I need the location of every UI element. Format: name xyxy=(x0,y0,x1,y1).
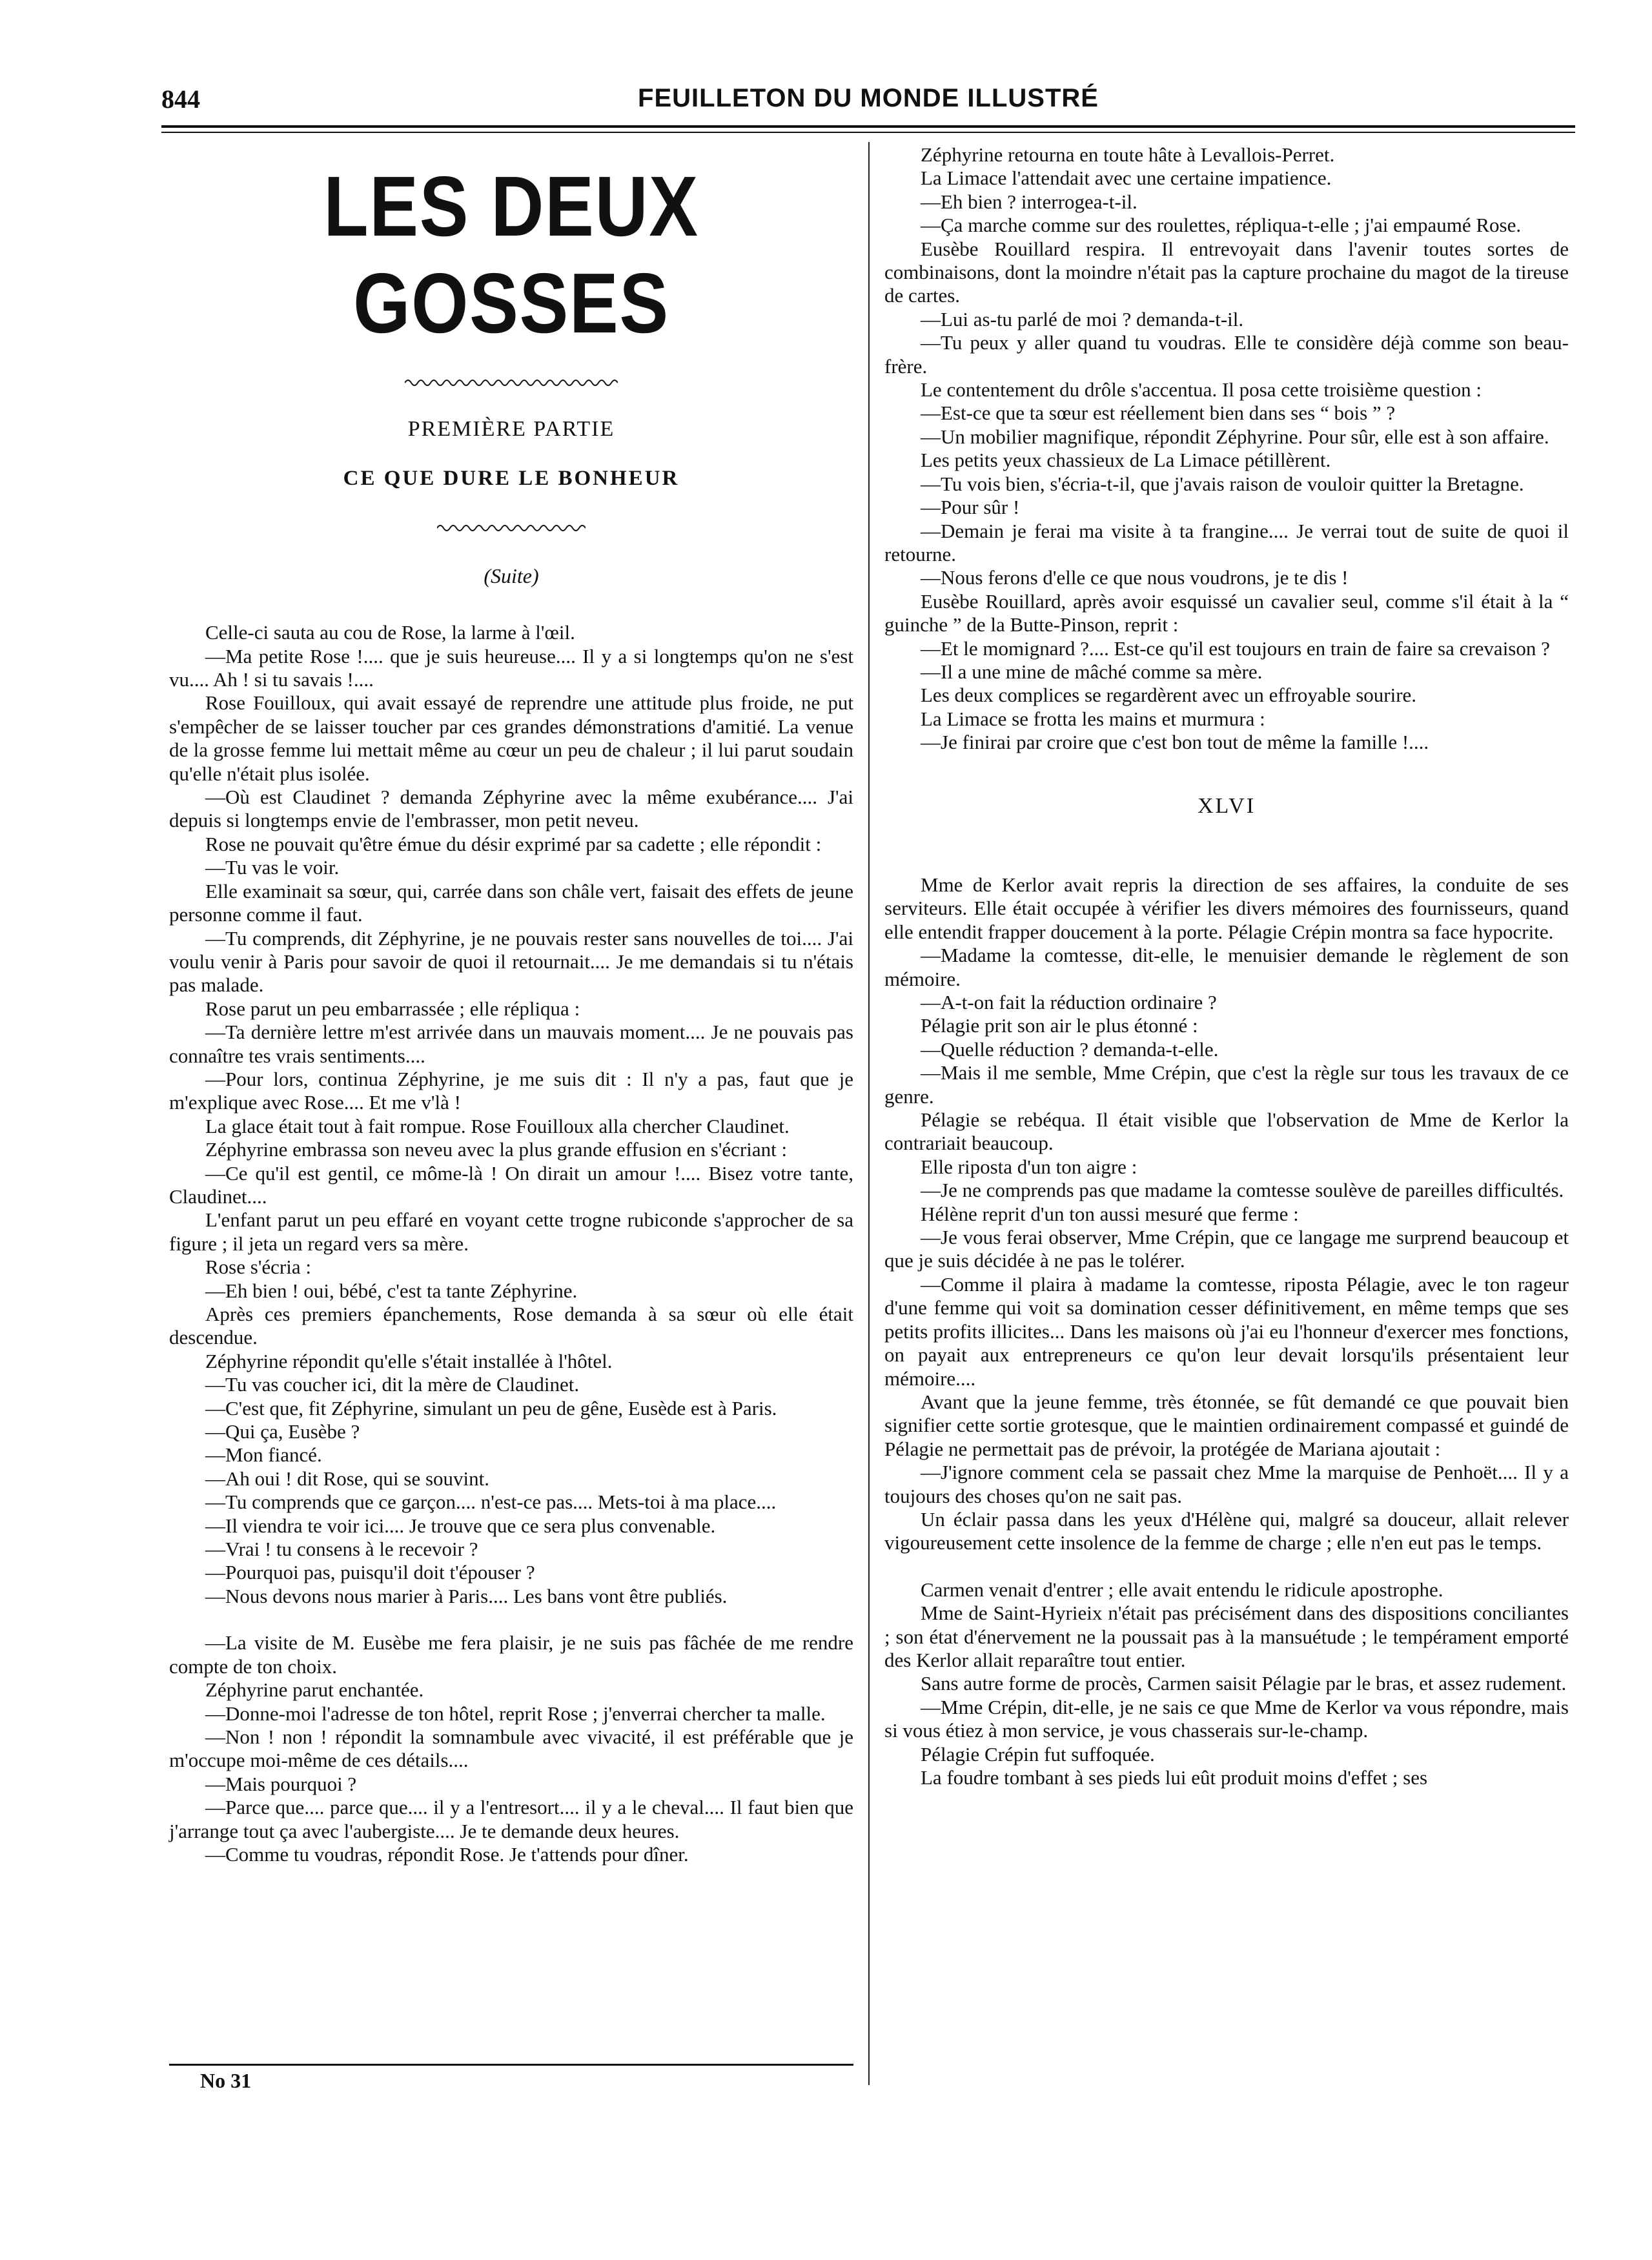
paragraph: —Est-ce que ta sœur est réellement bien dans ses “ bois ” ? xyxy=(921,402,1396,425)
header-rule xyxy=(161,125,1575,133)
section-subtitle: CE QUE DURE LE BONHEUR xyxy=(343,467,680,491)
paragraph: —Donne-moi l'adresse de ton hôtel, reprit Rose ; j'enverrai chercher ta malle. xyxy=(205,1702,826,1725)
paragraph: —Tu vas coucher ici, dit la mère de Claudinet. xyxy=(205,1373,580,1396)
footer-rule xyxy=(169,2064,853,2066)
paragraph: —Et le momignard ?.... Est-ce qu'il est toujours en train de faire sa crevaison ? xyxy=(921,636,1550,660)
ornament-wave xyxy=(405,375,618,388)
paragraph: Carmen venait d'entrer ; elle avait entendu le ridicule apostrophe. xyxy=(921,1578,1443,1601)
paragraph: Sans autre forme de procès, Carmen saisit Pélagie par le bras, et assez rudement. xyxy=(921,1672,1567,1695)
paragraph: —Comme tu voudras, répondit Rose. Je t'attends pour dîner. xyxy=(205,1842,689,1866)
paragraph: Après ces premiers épanchements, Rose demanda à sa sœur où elle était descendue. xyxy=(169,1303,853,1349)
paragraph: —Pour lors, continua Zéphyrine, je me suis dit : Il n'y a pas, faut que je m'explique avec Rose.... Et me v'là ! xyxy=(169,1067,853,1114)
paragraph: La Limace se frotta les mains et murmura : xyxy=(921,707,1265,730)
paragraph: —Mais il me semble, Mme Crépin, que c'est la règle sur tous les travaux de ce genre. xyxy=(884,1061,1569,1108)
paragraph: Un éclair passa dans les yeux d'Hélène qui, malgré sa douceur, allait relever vigoureusement cette insolence de la femme de charge ; elle n'en eut pas le temps. xyxy=(884,1507,1569,1554)
paragraph: —Demain je ferai ma visite à ta frangine.... Je verrai tout de suite de quoi il retourne. xyxy=(884,519,1569,565)
paragraph: Mme de Kerlor avait repris la direction de ses affaires, la conduite de ses serviteurs. Elle était occupée à vérifier les divers mémoires des fournisseurs, quand elle entendit frapper doucement à la porte. Pélagie Crépin montra sa face hypocrite. xyxy=(884,873,1569,943)
paragraph: —Tu comprends, dit Zéphyrine, je ne pouvais rester sans nouvelles de toi.... J'ai voulu venir à Paris pour savoir de quoi il retournait.... Je me demandais si tu n'étais pas malade. xyxy=(169,926,853,997)
paragraph: —Tu comprends que ce garçon.... n'est-ce pas.... Mets-toi à ma place.... xyxy=(205,1491,777,1514)
paragraph: —Mme Crépin, dit-elle, je ne sais ce que Mme de Kerlor va vous répondre, mais si vous étiez à mon service, je vous chasserais sur-le-champ. xyxy=(884,1695,1569,1742)
paragraph: Zéphyrine retourna en toute hâte à Levallois-Perret. xyxy=(921,143,1335,166)
paragraph: —A-t-on fait la réduction ordinaire ? xyxy=(921,991,1217,1013)
paragraph: —Eh bien ? interrogea-t-il. xyxy=(921,190,1137,213)
paragraph: Zéphyrine embrassa son neveu avec la plus grande effusion en s'écriant : xyxy=(205,1138,788,1161)
story-title: LES DEUX GOSSES xyxy=(323,159,699,351)
paragraph: —Je ne comprends pas que madame la comtesse soulève de pareilles difficultés. xyxy=(921,1179,1564,1202)
paragraph: L'enfant parut un peu effaré en voyant cette trogne rubiconde s'approcher de sa figure ; il jeta un regard vers sa mère. xyxy=(169,1208,853,1255)
paragraph: —Eh bien ! oui, bébé, c'est ta tante Zéphyrine. xyxy=(205,1279,578,1302)
paragraph: —Mon fiancé. xyxy=(205,1443,322,1467)
paragraph: Hélène reprit d'un ton aussi mesuré que ferme : xyxy=(921,1202,1299,1225)
paragraph: —Tu peux y aller quand tu voudras. Elle te considère déjà comme son beau-frère. xyxy=(884,331,1569,378)
paragraph: —Non ! non ! répondit la somnambule avec vivacité, il est préférable que je m'occupe moi-même de ces détails.... xyxy=(169,1725,853,1772)
paragraph: Rose s'écria : xyxy=(205,1256,311,1279)
continuation-note: (Suite) xyxy=(484,564,539,587)
left-column xyxy=(169,145,853,1866)
paragraph: —Tu vas le voir. xyxy=(205,856,340,879)
part-heading: PREMIÈRE PARTIE xyxy=(407,417,615,441)
ornament-wave-small xyxy=(437,520,586,533)
paragraph: —Pourquoi pas, puisqu'il doit t'épouser ? xyxy=(205,1561,535,1584)
paragraph: —Pour sûr ! xyxy=(921,496,1020,519)
paragraph: —Qui ça, Eusèbe ? xyxy=(205,1420,360,1443)
paragraph: La foudre tombant à ses pieds lui eût produit moins d'effet ; ses xyxy=(921,1766,1428,1789)
paragraph: —Quelle réduction ? demanda-t-elle. xyxy=(921,1037,1219,1061)
right-column xyxy=(884,143,1569,1789)
paragraph: —Nous ferons d'elle ce que nous voudrons, je te dis ! xyxy=(921,566,1349,589)
paragraph: Pélagie Crépin fut suffoquée. xyxy=(921,1742,1155,1766)
running-title: FEUILLETON DU MONDE ILLUSTRÉ xyxy=(638,84,1099,112)
paragraph: —J'ignore comment cela se passait chez Mme la marquise de Penhoët.... Il y a toujours des choses qu'on ne sait pas. xyxy=(884,1461,1569,1507)
paragraph: Zéphyrine parut enchantée. xyxy=(205,1678,424,1702)
page-number: 844 xyxy=(161,85,200,114)
paragraph: —Ah oui ! dit Rose, qui se souvint. xyxy=(205,1467,490,1490)
paragraph: —Il viendra te voir ici.... Je trouve que ce sera plus convenable. xyxy=(205,1514,716,1537)
paragraph: Zéphyrine répondit qu'elle s'était installée à l'hôtel. xyxy=(205,1349,613,1372)
paragraph: Eusèbe Rouillard, après avoir esquissé un cavalier seul, comme s'il était à la “ guinche ” de la Butte-Pinson, reprit : xyxy=(884,589,1569,636)
paragraph: —Je finirai par croire que c'est bon tout de même la famille !.... xyxy=(921,731,1429,754)
paragraph: —Il a une mine de mâché comme sa mère. xyxy=(921,660,1263,683)
paragraph: —C'est que, fit Zéphyrine, simulant un peu de gêne, Eusède est à Paris. xyxy=(205,1396,777,1420)
paragraph: —Comme il plaira à madame la comtesse, riposta Pélagie, avec le ton rageur d'une femme qui voit sa domination cesser définitivement, en même temps que ses petits profits illicites... Dans les maisons où j'ai eu l'honneur d'exercer mes fonctions, on payait aux entrepreneurs ce qu'on leur devait lorsqu'ils présentaient leur mémoire.... xyxy=(884,1272,1569,1390)
paragraph: Eusèbe Rouillard respira. Il entrevoyait dans l'avenir toutes sortes de combinaisons, dont la moindre n'était pas la capture prochaine du magot de la tireuse de cartes. xyxy=(884,237,1569,307)
paragraph: —Nous devons nous marier à Paris.... Les bans vont être publiés. xyxy=(205,1584,728,1607)
paragraph: —Un mobilier magnifique, répondit Zéphyrine. Pour sûr, elle est à son affaire. xyxy=(921,425,1549,448)
paragraph: —Vrai ! tu consens à le recevoir ? xyxy=(205,1538,478,1561)
paragraph: La Limace l'attendait avec une certaine impatience. xyxy=(921,167,1332,190)
paragraph: Le contentement du drôle s'accentua. Il posa cette troisième question : xyxy=(921,378,1482,402)
paragraph: La glace était tout à fait rompue. Rose Fouilloux alla chercher Claudinet. xyxy=(205,1114,790,1137)
paragraph: Avant que la jeune femme, très étonnée, se fût demandé ce que pouvait bien signifier cette sortie grotesque, que le maintien ordinairement compassé et guindé de Pélagie ne permettait pas de prévoir, la protégée de Mariana ajoutait : xyxy=(884,1390,1569,1460)
paragraph: —Ta dernière lettre m'est arrivée dans un mauvais moment.... Je ne pouvais pas connaître tes vrais sentiments.... xyxy=(169,1021,853,1067)
paragraph: —Où est Claudinet ? demanda Zéphyrine avec la même exubérance.... J'ai depuis si longtemps envie de l'embrasser, mon petit neveu. xyxy=(169,786,853,832)
paragraph: Rose parut un peu embarrassée ; elle répliqua : xyxy=(205,997,580,1020)
paragraph: Pélagie prit son air le plus étonné : xyxy=(921,1014,1198,1037)
paragraph: Les deux complices se regardèrent avec un effroyable sourire. xyxy=(921,684,1417,707)
paragraph: Celle-ci sauta au cou de Rose, la larme à l'œil. xyxy=(205,621,575,644)
paragraph: —Ma petite Rose !.... que je suis heureuse.... Il y a si longtemps qu'on ne s'est vu.... Ah ! si tu savais !.... xyxy=(169,644,853,691)
paragraph: —Madame la comtesse, dit-elle, le menuisier demande le règlement de son mémoire. xyxy=(884,944,1569,990)
paragraph: Les petits yeux chassieux de La Limace pétillèrent. xyxy=(921,449,1331,472)
paragraph: Elle examinait sa sœur, qui, carrée dans son châle vert, faisait des effets de jeune personne comme il faut. xyxy=(169,879,853,926)
paragraph: Rose ne pouvait qu'être émue du désir exprimé par sa cadette ; elle répondit : xyxy=(205,832,822,855)
paragraph: Mme de Saint-Hyrieix n'était pas précisément dans des dispositions conciliantes ; son état d'énervement ne la poussait pas à la mansuétude ; le tempérament emporté des Kerlor allait reparaître tout entier. xyxy=(884,1602,1569,1671)
paragraph: —Lui as-tu parlé de moi ? demanda-t-il. xyxy=(921,307,1244,331)
paragraph: —La visite de M. Eusèbe me fera plaisir, je ne suis pas fâchée de me rendre compte de ton choix. xyxy=(169,1631,853,1678)
chapter-heading: XLVI xyxy=(1197,793,1256,818)
paragraph: —Ce qu'il est gentil, ce môme-là ! On dirait un amour !.... Bisez votre tante, Claudinet.... xyxy=(169,1161,853,1208)
page-header xyxy=(161,84,1575,123)
paragraph: —Parce que.... parce que.... il y a l'entresort.... il y a le cheval.... Il faut bien que j'arrange tout ça avec l'aubergiste.... Je te demande deux heures. xyxy=(169,1796,853,1842)
issue-number: No 31 xyxy=(200,2069,252,2092)
paragraph: —Ça marche comme sur des roulettes, répliqua-t-elle ; j'ai empaumé Rose. xyxy=(921,214,1522,237)
paragraph: Elle riposta d'un ton aigre : xyxy=(921,1155,1137,1178)
paragraph: —Je vous ferai observer, Mme Crépin, que ce langage me surprend beaucoup et que je suis décidée à ne pas le tolérer. xyxy=(884,1226,1569,1272)
paragraph: —Mais pourquoi ? xyxy=(205,1772,357,1795)
paragraph: Pélagie se rebéqua. Il était visible que l'observation de Mme de Kerlor la contrariait beaucoup. xyxy=(884,1108,1569,1155)
paragraph: Rose Fouilloux, qui avait essayé de reprendre une attitude plus froide, ne put s'empêcher de se laisser toucher par ces grandes démonstrations d'amitié. La venue de la grosse femme lui mettait même au cœur un peu de chaleur ; il lui parut soudain qu'elle n'était plus isolée. xyxy=(169,691,853,785)
column-divider xyxy=(868,142,870,2085)
paragraph: —Tu vois bien, s'écria-t-il, que j'avais raison de vouloir quitter la Bretagne. xyxy=(921,472,1524,495)
